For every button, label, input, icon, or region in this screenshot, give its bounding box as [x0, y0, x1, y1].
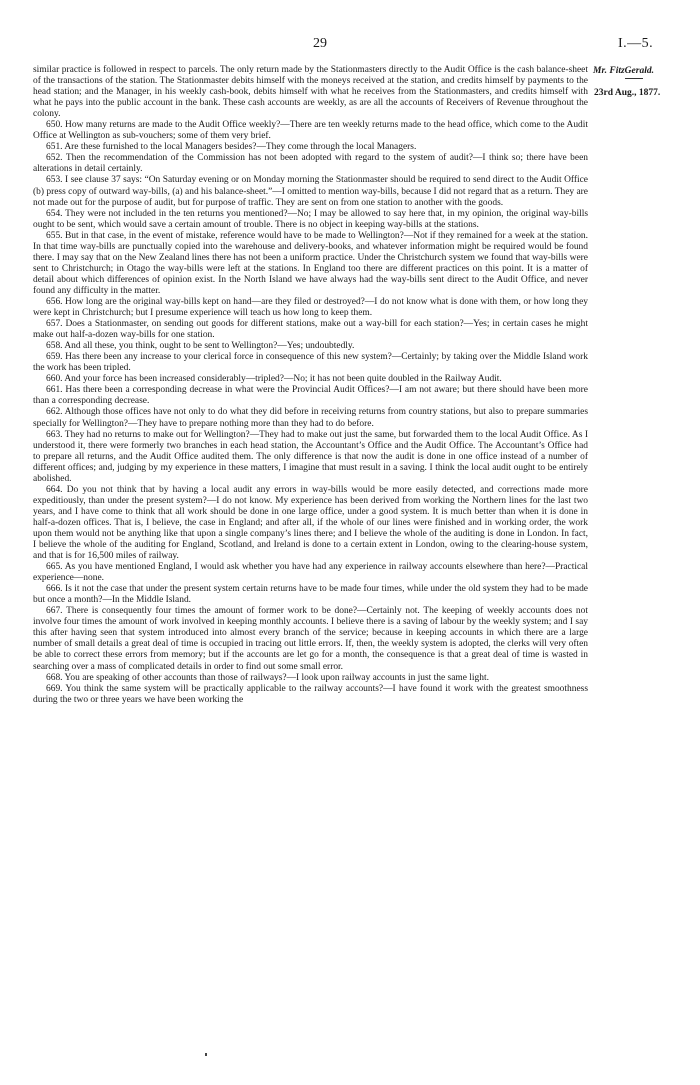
page-speck [205, 1053, 207, 1056]
paragraph: 652. Then the recommendation of the Commission has not been adopted with regard to the system of audit?—I think so; there have been alterations in detail certainly. [33, 153, 588, 175]
paragraph: similar practice is followed in respect to parcels. The only return made by the Stationmasters directly to the Audit Office is the cash balance-sheet of the transactions of the station. The Stationmaster debits himself with the moneys received at the station, and credits himself by payments to the head station; and the Manager, in his weekly cash-book, debits himself with what he receives from the Stationmasters, and credits himself with what he pays into the public account in the bank. These cash accounts are weekly, as are all the accounts of Receivers of Revenue throughout the colony. [33, 65, 588, 120]
sidenote-witness: Mr. FitzGerald. [593, 66, 654, 76]
sidenote-rule [625, 78, 643, 79]
paragraph: 666. Is it not the case that under the present system certain returns have to be made four times, while under the old system they had to be made but once a month?—In the Middle Island. [33, 584, 588, 606]
sidenote-date: 23rd Aug., 1877. [594, 88, 661, 98]
page-reference: I.—5. [618, 36, 654, 51]
paragraph: 662. Although those offices have not only to do what they did before in receiving returns from country stations, but also to prepare summaries specially for Wellington?—They have to prepare nothing more than they had to do before. [33, 407, 588, 429]
paragraph: 668. You are speaking of other accounts than those of railways?—I look upon railway accounts in just the same light. [46, 672, 489, 683]
paragraph: 650. How many returns are made to the Audit Office weekly?—There are ten weekly returns made to the head office, which come to the Audit Office at Wellington as sub-vouchers; some of them very brief. [33, 120, 588, 142]
paragraph: 667. There is consequently four times the amount of former work to be done?—Certainly not. The keeping of weekly accounts does not involve four times the amount of work involved in keeping monthly accounts. I believe there is a saving of labour by the weekly system; and I say this after having seen that system introduced into almost every branch of the service; because in keeping accounts in which there are a large number of small details a great deal of time is occupied in tracing out little errors. If, then, the weekly system is adopted, the clerks will very often be able to correct these errors from memory; but if the accounts are let go for a month, the consequence is that a great deal of time is wasted in searching over a mass of complicated details in order to find out some small error. [33, 606, 588, 672]
body-text [33, 65, 588, 706]
paragraph: 665. As you have mentioned England, I would ask whether you have had any experience in railway accounts elsewhere than here?—Practical experience—none. [33, 562, 588, 584]
paragraph: 659. Has there been any increase to your clerical force in consequence of this new system?—Certainly; by taking over the Middle Island work the work has been tripled. [33, 352, 588, 374]
paragraph: 655. But in that case, in the event of mistake, reference would have to be made to Wellington?—Not if they remained for a week at the station. In that time way-bills are punctually copied into the warehouse and delivery-books, and whatever information might be required would be found there. I may say that on the New Zealand lines there has not been a uniform practice. Under the Christchurch system we found that way-bills were sent to Christchurch; in Otago the way-bills were left at the stations. In England too there are different practices on this point. It is a matter of detail about which differences of opinion exist. In the North Island we have always had the way-bills sent direct to the Audit Office, and never found any difficulty in the matter. [33, 230, 588, 296]
paragraph: 661. Has there been a corresponding decrease in what were the Provincial Audit Offices?—I am not aware; but there should have been more than a corresponding decrease. [33, 385, 588, 407]
paragraph: 669. You think the same system will be practically applicable to the railway accounts?—I have found it work with the greatest smoothness during the two or three years we have been working the [33, 683, 588, 705]
paragraph: 658. And all these, you think, ought to be sent to Wellington?—Yes; undoubtedly. [46, 341, 355, 352]
paragraph: 663. They had no returns to make out for Wellington?—They had to make out just the same, but forwarded them to the local Audit Office. As I understood it, there were formerly two branches in each head station, the Accountant’s Office and the Audit Office. The Accountant’s Office had to prepare all returns, and the Audit Office audited them. The only difference is that now the audit is done in one office instead of a number of different offices; and, judging by my experience in these matters, I imagine that must result in a saving. I think the local audit ought to be entirely abolished. [33, 429, 588, 484]
paragraph: 660. And your force has been increased considerably—tripled?—No; it has not been quite doubled in the Railway Audit. [46, 374, 502, 385]
page-number: 29 [313, 36, 327, 51]
paragraph: 651. Are these furnished to the local Managers besides?—They come through the local Managers. [46, 142, 417, 153]
paragraph: 654. They were not included in the ten returns you mentioned?—No; I may be allowed to say here that, in my opinion, the original way-bills ought to be sent, which would save a certain amount of trouble. There is no object in keeping way-bills at the stations. [33, 208, 588, 230]
paragraph: 653. I see clause 37 says: “On Saturday evening or on Monday morning the Stationmaster should be required to send direct to the Audit Office (b) press copy of outward way-bills, (a) and his balance-sheet.”—I omitted to mention way-bills, because I did not regard that as a return. They are not made out for the purpose of audit, but for purpose of traffic. They are sent on from one station to another with the goods. [33, 175, 588, 208]
paragraph: 664. Do you not think that by having a local audit any errors in way-bills would be more easily detected, and corrections made more expeditiously, than under the present system?—I do not know. My experience has been derived from working the Northern lines for the last two years, and I have come to think that all work should be done in one large office, under a good system. It is much better than when it is done in half-a-dozen offices. That is, I believe, the case in England; and after all, if the whole of our lines were finished and in working order, the work upon them would not be anything like that upon a single company’s lines there; and I believe the whole of the auditing is done in London. In fact, I believe the whole of the auditing for England, Scotland, and Ireland is done to a certain extent in London, owing to the clearing-house system, and that is for 16,500 miles of railway. [33, 484, 588, 562]
paragraph: 656. How long are the original way-bills kept on hand—are they filed or destroyed?—I do not know what is done with them, or how long they were kept in Christchurch; but I presume experience will teach us how long to keep them. [33, 296, 588, 319]
paragraph: 657. Does a Stationmaster, on sending out goods for different stations, make out a way-bill for each station?—Yes; in certain cases he might make out half-a-dozen way-bills for one station. [33, 319, 588, 341]
